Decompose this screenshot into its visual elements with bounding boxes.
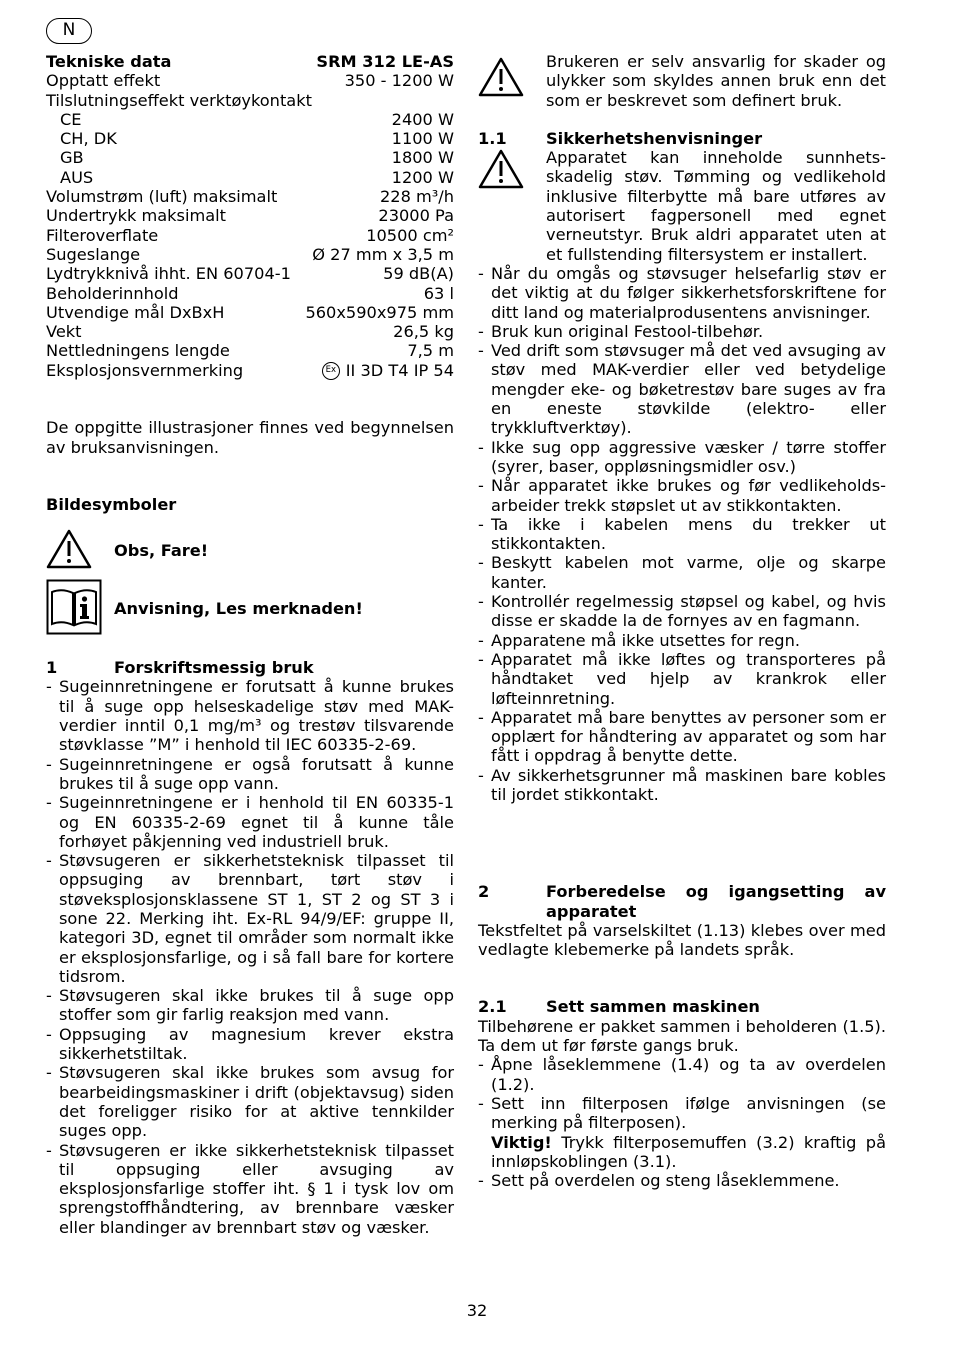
spec-label: Utvendige mål DxBxH bbox=[46, 302, 225, 322]
list-item: - Ta ikke i kabelen mens du trekker ut stikkontakten. bbox=[478, 514, 886, 554]
responsibility-text: Brukeren er selv ansvarlig for skader og ulykker som skyldes annen bruk enn det som er beskrevet som definert bruk. bbox=[546, 52, 886, 110]
spec-value: Ex II 3D T4 IP 54 bbox=[322, 361, 454, 381]
spec-value: 560x590x975 mm bbox=[305, 302, 454, 322]
list-item: - Når apparatet ikke brukes og før vedlikeholds-arbeider trekk støpslet ut av stikkontakten. bbox=[478, 476, 886, 515]
read-manual-icon bbox=[46, 579, 114, 639]
spec-value: 1200 W bbox=[391, 167, 454, 187]
list-item: - Sugeinnretningene er forutsatt å kunne brukes til å suge opp helseskadelige støv med MAK-verdier inntil 0,1 mg/m³ og trestøv tilsvarende støvklasse ”M” i henhold til IEC 60335-2-69. bbox=[46, 677, 454, 755]
spec-model: SRM 312 LE-AS bbox=[316, 52, 454, 71]
responsibility-warning bbox=[478, 52, 886, 110]
section-2-1-heading: 2.1 Sett sammen maskinen bbox=[478, 997, 760, 1017]
spec-value: 1100 W bbox=[391, 129, 454, 149]
symbols-heading: Bildesymboler bbox=[46, 494, 177, 514]
spec-label: Sugeslange bbox=[46, 244, 141, 264]
section-2-1-list bbox=[478, 1055, 886, 1132]
spec-value: 23000 Pa bbox=[378, 206, 454, 226]
spec-value: 10500 cm² bbox=[366, 225, 454, 245]
list-item: - Apparatet må bare benyttes av personer som er opplært for håndtering av apparatet og som har fått i oppdrag å benytte dette. bbox=[478, 707, 886, 766]
symbol-read-label: Anvisning, Les merknaden! bbox=[114, 599, 363, 619]
list-item: - Sett inn filterposen ifølge anvisningen (se merking på filterposen). bbox=[478, 1093, 886, 1133]
page-number: 32 bbox=[466, 1301, 488, 1320]
list-item: - Sugeinnretningene er også forutsatt å kunne brukes til å suge opp vann. bbox=[46, 754, 454, 793]
list-item: - Når du omgås og støvsuger helsefarlig støv er det viktig at du følger sikkerhetsforskriftene for ditt land og materialprodusentens anvisninger. bbox=[478, 263, 886, 322]
dust-warning-text: Apparatet kan inneholde sunnhets-skadelig støv. Tømming og vedlikehold inklusive filterbytte må bare utføres av autorisert fagpersonell med egnet verneutstyr. Bruk aldri apparatet uten at et fullstending filtersystem er installert. bbox=[546, 148, 886, 264]
spec-row bbox=[46, 226, 454, 245]
spec-row bbox=[46, 284, 454, 303]
list-item: - Apparatene må ikke utsettes for regn. bbox=[478, 630, 800, 650]
section-2-heading: 2 Forberedelse og igangsetting av apparatet bbox=[478, 882, 886, 921]
spec-label: Undertrykk maksimalt bbox=[46, 206, 226, 226]
section-2-text: Tekstfeltet på varselskiltet (1.13) klebes over med vedlagte klebemerke på landets språk. bbox=[478, 920, 886, 960]
spec-row bbox=[46, 245, 454, 264]
spec-row bbox=[46, 206, 454, 225]
spec-label: Opptatt effekt bbox=[46, 71, 161, 91]
spec-label: Lydtrykknivå ihht. EN 60704-1 bbox=[46, 264, 291, 284]
warning-triangle-icon bbox=[478, 52, 546, 110]
spec-value: 59 dB(A) bbox=[383, 264, 454, 284]
spec-label: Beholderinnhold bbox=[46, 283, 179, 303]
list-item: - Støvsugeren er sikkerhetsteknisk tilpasset til oppsuging av brennbart, tørt støv i støveksplosjonsklassene ST 1, ST 2 og ST 3 i sone 22. Merking iht. Ex-RL 94/9/EF: gruppe II, kategori 3D, egnet til områder som normalt ikke er eksplosjonsfarlige, og i så fall bare for kortere tidsrom. bbox=[46, 851, 454, 986]
warning-triangle-icon bbox=[46, 528, 114, 574]
spec-row-ex bbox=[46, 361, 454, 381]
dust-warning bbox=[478, 148, 886, 264]
spec-row bbox=[46, 91, 454, 110]
spec-row bbox=[46, 341, 454, 360]
symbol-read bbox=[46, 580, 454, 638]
spec-value: 228 m³/h bbox=[379, 187, 454, 207]
spec-label: AUS bbox=[60, 167, 94, 187]
list-item: - Apparatet må ikke løftes og transporteres på håndtaket ved hjelp av krankrok eller løfteinnretning. bbox=[478, 649, 886, 708]
list-item: - Oppsuging av magnesium krever ekstra sikkerhetstiltak. bbox=[46, 1024, 454, 1064]
spec-title: Tekniske data bbox=[46, 52, 172, 71]
list-item: - Bruk kun original Festool-tilbehør. bbox=[478, 321, 764, 341]
spec-table bbox=[46, 71, 454, 360]
section-1-1-list bbox=[478, 264, 886, 804]
spec-label: CH, DK bbox=[60, 129, 117, 149]
spec-value: 1800 W bbox=[391, 148, 454, 168]
spec-label: Eksplosjonsvernmerking bbox=[46, 360, 244, 380]
list-item: - Åpne låseklemmene (1.4) og ta av overdelen (1.2). bbox=[478, 1055, 886, 1094]
right-column bbox=[478, 52, 886, 1190]
spec-label: Filteroverflate bbox=[46, 225, 159, 245]
spec-value: 63 l bbox=[423, 283, 454, 303]
spec-value: 7,5 m bbox=[407, 341, 454, 361]
section-1-1-heading: 1.1 Sikkerhetshenvisninger bbox=[478, 128, 763, 148]
list-item: - Støvsugeren skal ikke brukes som avsug for bearbeidingsmaskiner i drift (objektavsug) siden det foreligger risiko for at aktive tennkilder suges opp. bbox=[46, 1063, 454, 1141]
spec-label: Vekt bbox=[46, 322, 82, 342]
list-item: - Støvsugeren skal ikke brukes til å suge opp stoffer som gir farlig reaksjon med vann. bbox=[46, 986, 454, 1025]
illustration-note: De oppgitte illustrasjoner finnes ved begynnelsen av bruksanvisningen. bbox=[46, 418, 454, 457]
warning-triangle-icon bbox=[478, 148, 546, 264]
spec-row bbox=[46, 129, 454, 148]
spec-row bbox=[46, 322, 454, 341]
spec-value: 350 - 1200 W bbox=[344, 71, 454, 91]
spec-label: GB bbox=[60, 148, 84, 168]
spec-row bbox=[46, 110, 454, 129]
section-1-heading: 1 Forskriftsmessig bruk bbox=[46, 658, 314, 678]
list-item: - Kontrollér regelmessig støpsel og kabel, og hvis disse er skadde la de fornyes av en fagmann. bbox=[478, 592, 886, 631]
spec-row bbox=[46, 264, 454, 283]
symbol-warning bbox=[46, 522, 454, 580]
section-2-1-text: Tilbehørene er pakket sammen i beholderen (1.5). Ta dem ut før første gangs bruk. bbox=[478, 1016, 886, 1056]
language-badge: N bbox=[46, 18, 92, 44]
spec-value: Ø 27 mm x 3,5 m bbox=[312, 244, 454, 264]
list-item: - Sett på overdelen og steng låseklemmene. bbox=[478, 1171, 840, 1191]
list-item: - Av sikkerhetsgrunner må maskinen bare kobles til jordet stikkontakt. bbox=[478, 765, 886, 804]
list-item: - Sugeinnretningene er i henhold til EN 60335-1 og EN 60335-2-69 egnet til å kunne tåle forhøyet påkjenning ved industriell bruk. bbox=[46, 793, 454, 851]
list-item: - Ved drift som støvsuger må det ved avsuging av støv med MAK-verdier eller ved betydelige mengder eke- og bøketrestøv bare suges av fra en eneste støvkilde (elektro- eller trykkluftverktøy). bbox=[478, 341, 886, 438]
spec-header bbox=[46, 52, 454, 71]
spec-row bbox=[46, 71, 454, 90]
spec-label: Nettledningens lengde bbox=[46, 341, 230, 361]
spec-label: CE bbox=[60, 109, 82, 129]
spec-row bbox=[46, 148, 454, 167]
spec-row bbox=[46, 187, 454, 206]
list-item: - Ikke sug opp aggressive væsker / tørre stoffer (syrer, baser, oppløsningsmidler osv.) bbox=[478, 437, 886, 476]
left-column bbox=[46, 52, 454, 1237]
spec-value: 2400 W bbox=[391, 109, 454, 129]
spec-row bbox=[46, 168, 454, 187]
symbol-warning-label: Obs, Fare! bbox=[114, 541, 209, 561]
spec-label: Volumstrøm (luft) maksimalt bbox=[46, 187, 278, 207]
important-note: Viktig! Trykk filterposemuffen (3.2) kraftig på innløpskoblingen (3.1). bbox=[491, 1132, 886, 1171]
ex-explosion-icon: Ex bbox=[322, 362, 340, 380]
section-1-list bbox=[46, 677, 454, 1237]
spec-label: Tilslutningseffekt verktøykontakt bbox=[46, 90, 312, 110]
list-item: - Støvsugeren er ikke sikkerhetsteknisk tilpasset til oppsuging eller avsuging av eksplosjonsfarlige stoffer iht. § 1 i tysk lov om sprengstoffhåndtering, av brennbare væsker eller blandinger av brennbart støv og væsker. bbox=[46, 1140, 454, 1237]
spec-value: 26,5 kg bbox=[393, 322, 454, 342]
list-item: - Beskytt kabelen mot varme, olje og skarpe kanter. bbox=[478, 553, 886, 592]
spec-row bbox=[46, 303, 454, 322]
